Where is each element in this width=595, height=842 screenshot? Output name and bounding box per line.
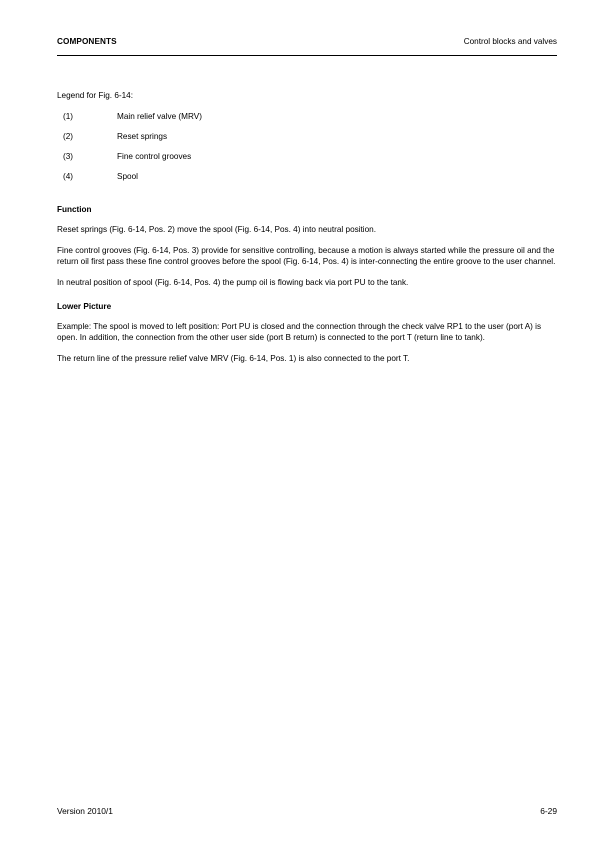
legend-list — [57, 111, 557, 191]
legend-item — [57, 151, 557, 171]
legend-title: Legend for Fig. 6-14: — [57, 91, 134, 100]
function-paragraph: Reset springs (Fig. 6-14, Pos. 2) move the spool (Fig. 6-14, Pos. 4) into neutral position. — [57, 225, 377, 234]
legend-item-number: (3) — [63, 152, 74, 161]
function-paragraph: In neutral position of spool (Fig. 6-14, Pos. 4) the pump oil is flowing back via port PU to the tank. — [57, 278, 409, 287]
footer-version: Version 2010/1 — [57, 806, 113, 816]
page-content — [57, 90, 557, 374]
legend-item-label: Main relief valve (MRV) — [117, 112, 202, 121]
lower-picture-paragraph: Example: The spool is moved to left position: Port PU is closed and the connection through the check valve RP1 to the user (port A) is open. In addition, the connection from the other user side (port B return) is connected to the port T (return line to tank). — [57, 322, 542, 342]
legend-item — [57, 111, 557, 131]
legend-item-label: Fine control grooves — [117, 152, 192, 161]
lower-picture-paragraph: The return line of the pressure relief valve MRV (Fig. 6-14, Pos. 1) is also connected to the port T. — [57, 354, 410, 363]
legend-item-number: (1) — [63, 112, 74, 121]
legend-item-number: (2) — [63, 132, 74, 141]
legend-item-number: (4) — [63, 172, 74, 181]
legend-item-label: Reset springs — [117, 132, 168, 141]
legend-item — [57, 171, 557, 191]
function-heading: Function — [57, 205, 92, 214]
header-chapter-title: Control blocks and valves — [463, 37, 557, 46]
footer-page-number: 6-29 — [540, 806, 557, 816]
lower-picture-heading: Lower Picture — [57, 302, 112, 311]
legend-item-label: Spool — [117, 172, 138, 181]
function-paragraph: Fine control grooves (Fig. 6-14, Pos. 3) provide for sensitive controlling, because a motion is always started while the pressure oil and the return oil first pass these fine control grooves before the spool (Fig. 6-14, Pos. 4) is inter-connecting the entire groove to the user channel. — [57, 246, 556, 266]
legend-item — [57, 131, 557, 151]
header-divider — [57, 55, 557, 56]
header-section-title: COMPONENTS — [57, 37, 117, 46]
